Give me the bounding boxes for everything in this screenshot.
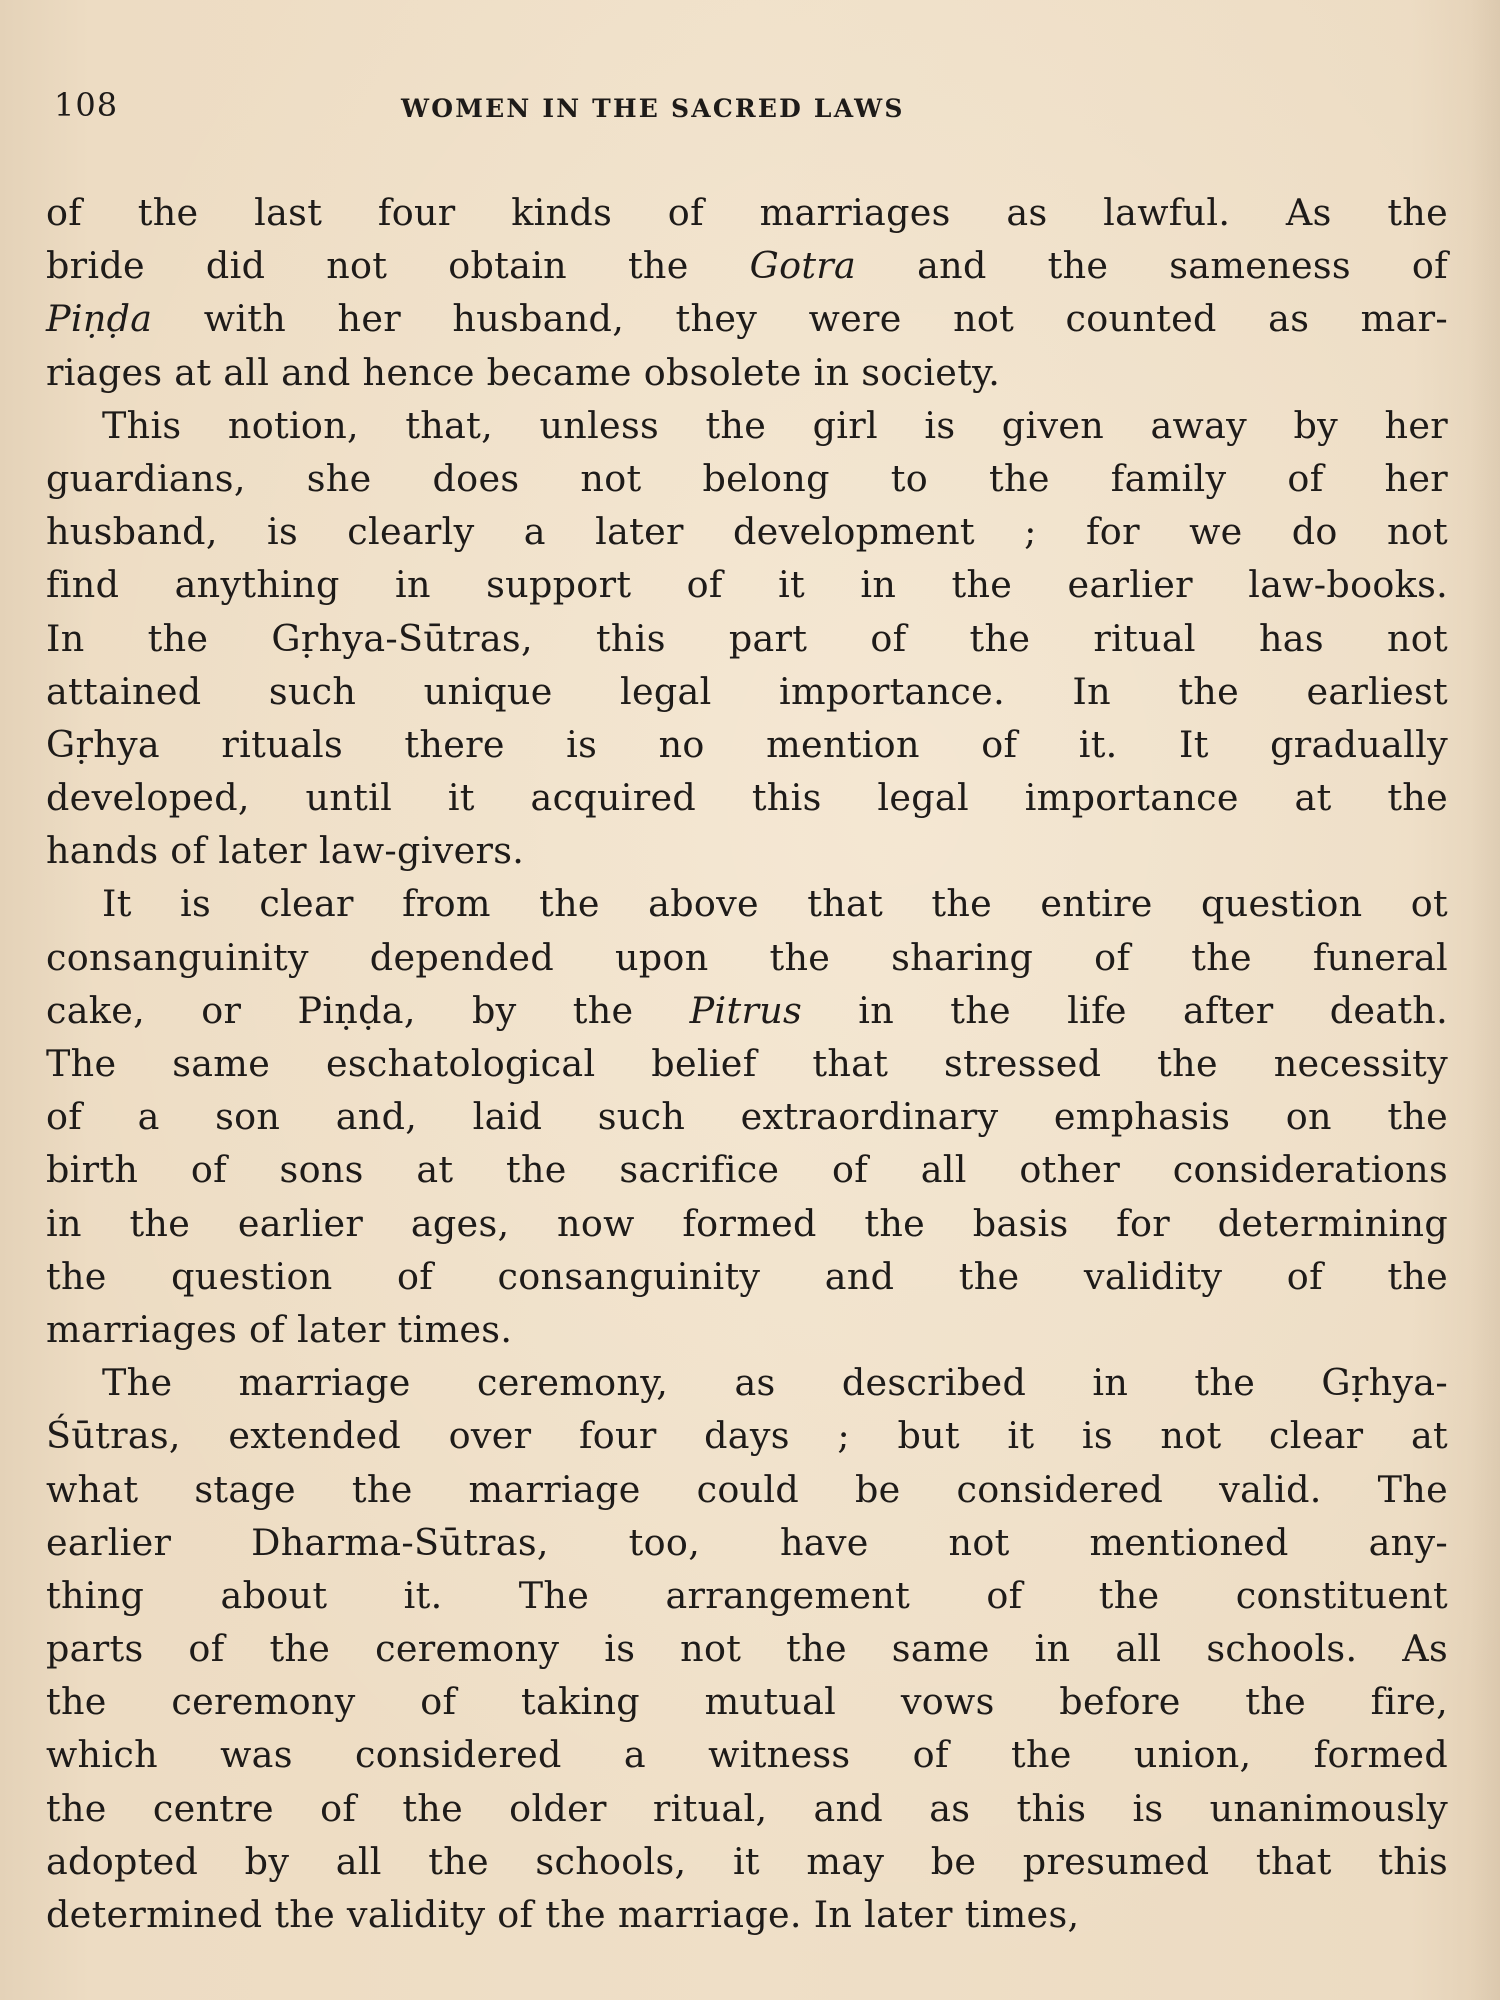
text-run: with her husband, they were not counted as mar- (152, 297, 1448, 341)
text-line (46, 877, 1448, 930)
text-run: Śūtras, extended over four days ; but it is not clear at (46, 1414, 1448, 1458)
text-run: hands of later law-givers. (46, 829, 525, 873)
page-number: 108 (54, 86, 119, 124)
text-line (46, 1037, 1448, 1090)
text-line (46, 239, 1448, 292)
text-line (46, 984, 1448, 1037)
running-title: WOMEN IN THE SACRED LAWS (401, 94, 905, 123)
text-run: which was considered a witness of the union, formed (46, 1733, 1448, 1777)
text-line (46, 718, 1448, 771)
text-line (46, 1728, 1448, 1781)
text-run: This notion, that, unless the girl is given away by her (102, 403, 1448, 447)
italic-term: Piṇḍa (46, 297, 153, 341)
text-run: cake, or Piṇḍa, by the (46, 988, 690, 1032)
text-line (46, 1782, 1448, 1835)
paragraph (46, 399, 1448, 878)
text-line (46, 1303, 1448, 1356)
text-run: what stage the marriage could be considered valid. The (46, 1467, 1448, 1511)
text-line (46, 1090, 1448, 1143)
text-run: guardians, she does not belong to the family of her (46, 456, 1448, 500)
text-run: and the sameness of (856, 244, 1448, 288)
text-line (46, 505, 1448, 558)
text-line (46, 1622, 1448, 1675)
text-run: determined the validity of the marriage. In later times, (46, 1893, 1080, 1936)
text-run: earlier Dharma-Sūtras, too, have not mentioned any- (46, 1520, 1448, 1564)
text-run: developed, until it acquired this legal importance at the (46, 776, 1448, 820)
text-line (46, 292, 1448, 345)
text-line (46, 771, 1448, 824)
text-run: thing about it. The arrangement of the constituent (46, 1573, 1448, 1617)
paragraph (46, 186, 1448, 399)
text-run: attained such unique legal importance. In the earliest (46, 669, 1448, 713)
text-run: The same eschatological belief that stressed the necessity (46, 1042, 1448, 1085)
text-run: parts of the ceremony is not the same in all schools. As (46, 1627, 1448, 1671)
text-line (46, 612, 1448, 665)
text-run: find anything in support of it in the earlier law-books. (46, 563, 1448, 607)
text-run: Gṛhya rituals there is no mention of it. It gradually (46, 722, 1448, 766)
text-line (46, 346, 1448, 399)
page-header (54, 86, 1454, 126)
text-line (46, 824, 1448, 877)
text-line (46, 1143, 1448, 1196)
page-edge-shadow (1470, 0, 1500, 2000)
text-line (46, 1463, 1448, 1516)
italic-term: Gotra (749, 244, 857, 288)
text-run: the ceremony of taking mutual vows before the fire, (46, 1680, 1448, 1724)
text-run: The marriage ceremony, as described in the Gṛhya- (102, 1361, 1448, 1405)
text-run: birth of sons at the sacrifice of all other considerations (46, 1148, 1448, 1192)
text-line (46, 1516, 1448, 1569)
text-line (46, 1888, 1448, 1941)
text-run: the centre of the older ritual, and as this is unanimously (46, 1786, 1448, 1830)
text-run: adopted by all the schools, it may be presumed that this (46, 1839, 1448, 1883)
text-line (46, 1356, 1448, 1409)
text-line (46, 1197, 1448, 1250)
text-run: In the Gṛhya-Sūtras, this part of the ritual has not (46, 616, 1448, 660)
text-line (46, 558, 1448, 611)
paragraph (46, 1356, 1448, 1941)
text-run: the question of consanguinity and the validity of the (46, 1254, 1448, 1298)
text-line (46, 186, 1448, 239)
text-line (46, 1675, 1448, 1728)
text-run: in the earlier ages, now formed the basis for determining (46, 1201, 1448, 1245)
text-run: marriages of later times. (46, 1307, 513, 1351)
text-line (46, 399, 1448, 452)
text-line (46, 452, 1448, 505)
text-run: consanguinity depended upon the sharing of the funeral (46, 935, 1448, 979)
text-run: riages at all and hence became obsolete in society. (46, 350, 1001, 394)
text-run: in the life after death. (802, 988, 1448, 1032)
text-line (46, 1569, 1448, 1622)
text-line (46, 1250, 1448, 1303)
text-line (46, 931, 1448, 984)
text-line (46, 1835, 1448, 1888)
text-run: bride did not obtain the (46, 244, 750, 288)
text-run: It is clear from the above that the entire question ot (102, 882, 1448, 926)
text-run: husband, is clearly a later development ; for we do not (46, 510, 1448, 554)
text-run: of the last four kinds of marriages as lawful. As the (46, 191, 1448, 234)
paragraph (46, 877, 1448, 1356)
text-run: of a son and, laid such extraordinary emphasis on the (46, 1095, 1448, 1139)
body-text (46, 186, 1448, 1941)
text-line (46, 665, 1448, 718)
italic-term: Pitrus (689, 988, 803, 1032)
text-line (46, 1409, 1448, 1462)
